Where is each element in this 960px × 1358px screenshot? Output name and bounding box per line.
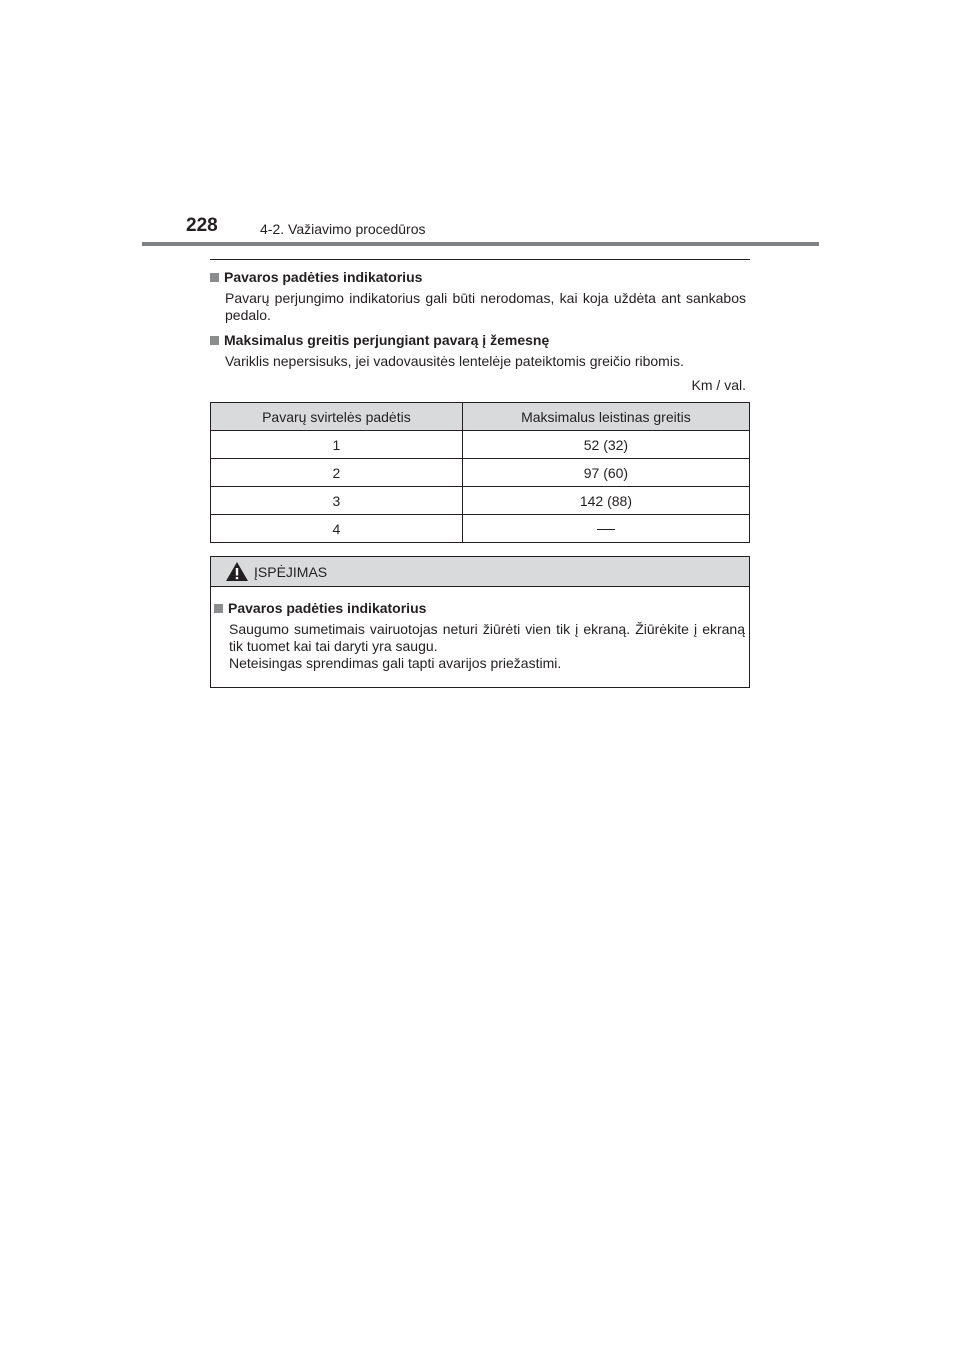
chapter-title: 4-2. Važiavimo procedūros <box>260 221 426 237</box>
table-cell: 142 (88) <box>462 487 749 515</box>
table-row <box>211 459 750 487</box>
section-max-speed <box>210 331 750 370</box>
section-title-text: Pavaros padėties indikatorius <box>224 269 423 285</box>
table-row <box>211 515 750 543</box>
speed-table <box>210 402 750 543</box>
column-header: Pavarų svirtelės padėtis <box>211 403 463 431</box>
table-cell: 97 (60) <box>462 459 749 487</box>
square-bullet-icon <box>214 604 223 613</box>
warning-triangle-icon <box>225 561 249 582</box>
section-text: Variklis nepersisuks, jei vadovausitės lentelėje pateiktomis greičio ribomis. <box>225 353 684 369</box>
section-text: Pavarų perjungimo indikatorius gali būti nerodomas, kai koja uždėta ant sankabos pedalo. <box>225 290 746 323</box>
table-cell: 3 <box>211 487 463 515</box>
section-gear-indicator <box>210 268 750 324</box>
column-header: Maksimalus leistinas greitis <box>462 403 749 431</box>
square-bullet-icon <box>210 336 219 345</box>
warning-text: Saugumo sumetimais vairuotojas neturi žiūrėti vien tik į ekraną. Žiūrėkite į ekraną tik tuomet kai tai daryti yra saugu. <box>229 621 745 654</box>
dash-icon <box>597 529 615 530</box>
warning-body <box>211 587 749 687</box>
table-cell: 2 <box>211 459 463 487</box>
warning-title <box>214 599 745 617</box>
page-content <box>210 259 750 688</box>
table-cell: 52 (32) <box>462 431 749 459</box>
page-header <box>0 0 960 250</box>
section-divider <box>210 259 750 260</box>
table-cell-empty <box>462 515 749 543</box>
header-rule <box>142 242 819 246</box>
section-title-text: Maksimalus greitis perjungiant pavarą į žemesnę <box>224 332 550 348</box>
warning-label: ĮSPĖJIMAS <box>254 563 328 580</box>
page-number: 228 <box>186 215 218 236</box>
section-title <box>210 268 750 286</box>
section-title <box>210 331 750 349</box>
table-row <box>211 431 750 459</box>
warning-header <box>211 557 749 587</box>
table-row <box>211 487 750 515</box>
warning-text: Neteisingas sprendimas gali tapti avarijos priežastimi. <box>229 655 562 671</box>
warning-title-text: Pavaros padėties indikatorius <box>228 600 427 616</box>
table-cell: 4 <box>211 515 463 543</box>
warning-box <box>210 556 750 688</box>
units-label: Km / val. <box>691 377 746 393</box>
table-header-row <box>211 403 750 431</box>
table-cell: 1 <box>211 431 463 459</box>
square-bullet-icon <box>210 273 219 282</box>
